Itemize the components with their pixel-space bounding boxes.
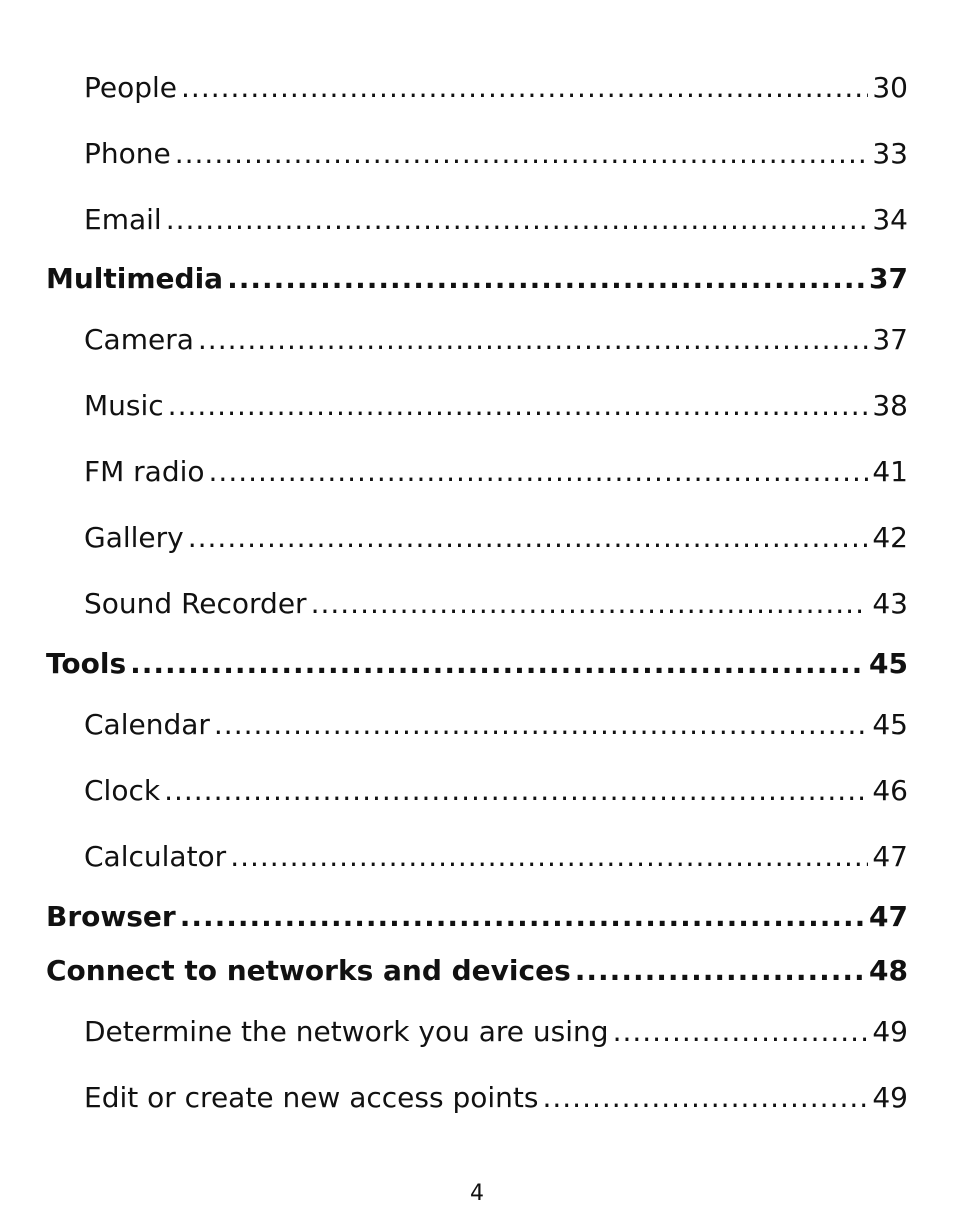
toc-entry-page: 42 [872, 521, 908, 554]
toc-entry-page: 49 [872, 1081, 908, 1114]
page-number: 4 [470, 1181, 484, 1206]
dot-leader [227, 261, 865, 297]
toc-entry-multimedia[interactable] [46, 261, 908, 297]
dot-leader [181, 70, 868, 106]
dot-leader [542, 1080, 868, 1116]
dot-leader [214, 707, 868, 743]
toc-entry-page: 41 [872, 455, 908, 488]
toc-entry-label: Multimedia [46, 262, 224, 295]
toc-entry-label: Clock [84, 774, 161, 807]
toc-entry-label: Tools [46, 647, 127, 680]
toc-entry-page: 47 [872, 840, 908, 873]
toc-entry-browser[interactable] [46, 899, 908, 935]
toc-entry-calculator[interactable] [84, 839, 908, 875]
dot-leader [130, 646, 865, 682]
toc-entry-label: Calculator [84, 840, 227, 873]
dot-leader [575, 953, 865, 989]
toc-entry-label: Phone [84, 137, 171, 170]
toc-entry-tools[interactable] [46, 646, 908, 682]
toc-entry-label: Browser [46, 900, 176, 933]
toc-entry-sound-recorder[interactable] [84, 586, 908, 622]
toc-entry-label: Edit or create new access points [84, 1081, 539, 1114]
dot-leader [166, 202, 869, 238]
toc-entry-label: FM radio [84, 455, 205, 488]
toc-entry-label: Connect to networks and devices [46, 954, 571, 987]
dot-leader [180, 899, 865, 935]
toc-entry-label: Email [84, 203, 162, 236]
toc-entry-determine-network[interactable] [84, 1014, 908, 1050]
toc-entry-gallery[interactable] [84, 520, 908, 556]
toc-entry-page: 45 [869, 647, 908, 680]
toc-entry-label: Sound Recorder [84, 587, 307, 620]
toc-entry-label: People [84, 71, 178, 104]
dot-leader [311, 586, 869, 622]
toc-entry-page: 34 [872, 203, 908, 236]
toc-entry-page: 47 [869, 900, 908, 933]
toc-entry-page: 30 [872, 71, 908, 104]
toc-entry-email[interactable] [84, 202, 908, 238]
toc-entry-page: 37 [869, 262, 908, 295]
toc-entry-connect-to-networks[interactable] [46, 953, 908, 989]
dot-leader [209, 454, 869, 490]
toc-entry-access-points[interactable] [84, 1080, 908, 1116]
toc-entry-camera[interactable] [84, 322, 908, 358]
dot-leader [188, 520, 869, 556]
toc-entry-fm-radio[interactable] [84, 454, 908, 490]
toc-entry-music[interactable] [84, 388, 908, 424]
toc-entry-label: Calendar [84, 708, 210, 741]
toc-entry-page: 43 [872, 587, 908, 620]
toc-entry-calendar[interactable] [84, 707, 908, 743]
toc-entry-page: 49 [872, 1015, 908, 1048]
toc-entry-page: 33 [872, 137, 908, 170]
toc-entry-page: 48 [869, 954, 908, 987]
toc-entry-page: 38 [872, 389, 908, 422]
toc-entry-page: 45 [872, 708, 908, 741]
toc-entry-label: Determine the network you are using [84, 1015, 609, 1048]
toc-entry-people[interactable] [84, 70, 908, 106]
toc-entry-clock[interactable] [84, 773, 908, 809]
dot-leader [175, 136, 869, 172]
dot-leader [613, 1014, 869, 1050]
toc-entry-label: Music [84, 389, 164, 422]
toc-entry-label: Gallery [84, 521, 184, 554]
toc-entry-page: 46 [872, 774, 908, 807]
toc-entry-phone[interactable] [84, 136, 908, 172]
dot-leader [164, 773, 868, 809]
toc-entry-label: Camera [84, 323, 194, 356]
dot-leader [230, 839, 868, 875]
toc-entry-page: 37 [872, 323, 908, 356]
dot-leader [168, 388, 869, 424]
dot-leader [198, 322, 868, 358]
